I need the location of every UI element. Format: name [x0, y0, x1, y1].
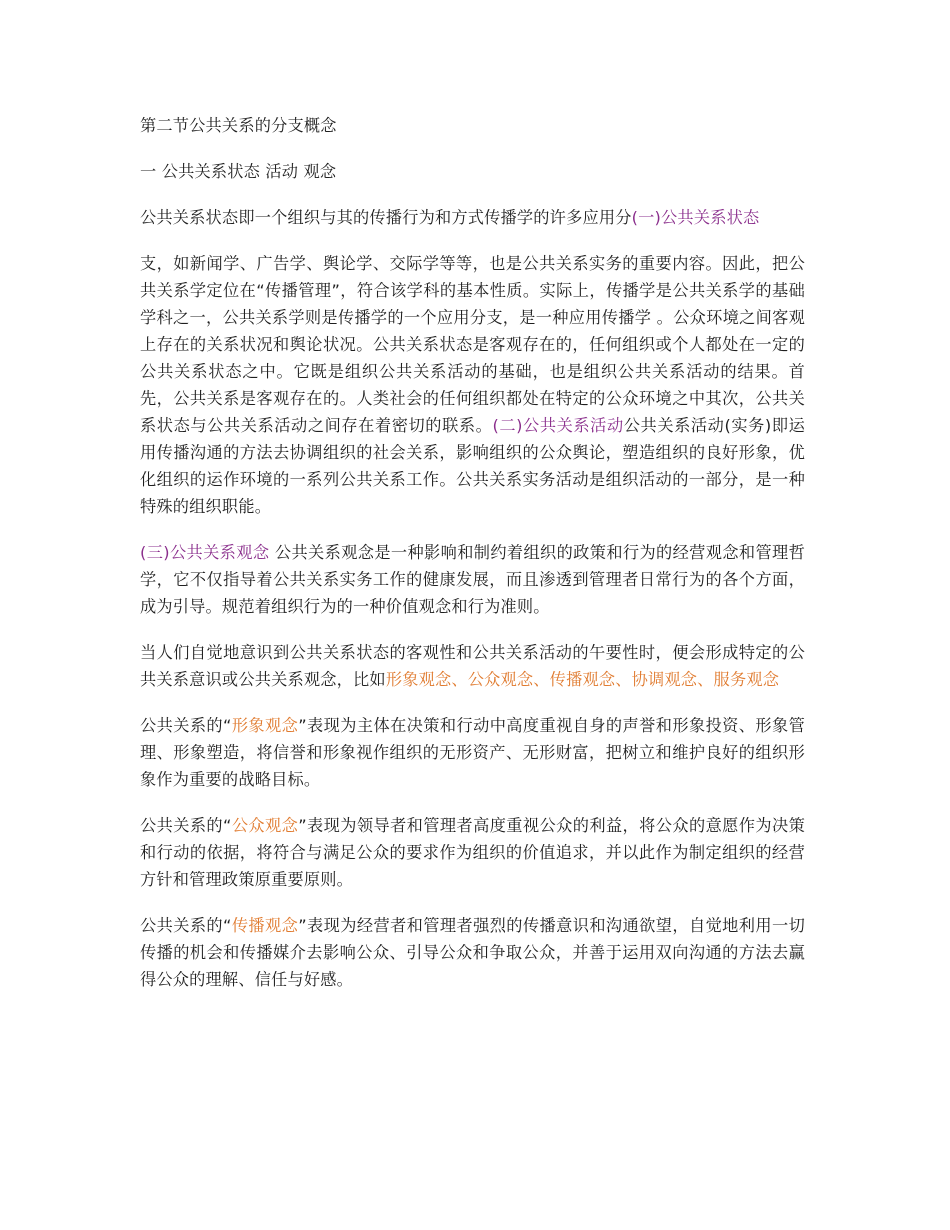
paragraph-text: 公共关系活动(实务)即运用传播沟通的方法去协调组织的社会关系，影响组织的公众舆论，塑造组织的良好形象，优化组织的运作环境的一系列公共关系工作。公共关系实务活动是组织活动的一部分，是一种特殊的组织职能。	[140, 416, 806, 516]
paragraph-text: 公共关系的“	[140, 716, 232, 735]
highlight-state: (一)公共关系状态	[631, 208, 760, 227]
paragraph-text: ”表现为领导者和管理者高度重视公众的利益，将公众的意愿作为决策和行动的依据，将符合与满足公众的要求作为组织的价值追求，并以此作为制定组织的经营方针和管理政策原重要原则。	[140, 816, 805, 889]
paragraph-activity	[140, 250, 805, 520]
subheading: 一 公共关系状态 活动 观念	[140, 162, 337, 181]
paragraph-state	[140, 204, 805, 231]
paragraph-text: 支，如新闻学、广告学、舆论学、交际学等等，也是公共关系实务的重要内容。因此，把公共关系学定位在“传播管理”，符合该学科的基本性质。实际上，传播学是公共关系学的基础学科之一，公共关系学则是传播学的一个应用分支，是一种应用传播学 。公众环境之间客观上存在的关系状况和舆论状况。公共关系状态是客观存在的，任何组织或个人都处在一定的公共关系状态之中。它既是组织公共关系活动的基础，也是组织公共关系活动的结果。首先，公共关系是客观存在的。人类社会的任何组织都处在特定的公众环境之中其次，公共关系状态与公共关系活动之间存在着密切的联系。	[140, 254, 805, 435]
paragraph-text: ”表现为主体在决策和行动中高度重视自身的声誉和形象投资、形象管理、形象塑造，将信誉和形象视作组织的无形资产、无形财富，把树立和维护良好的组织形象作为重要的战略目标。	[140, 716, 805, 789]
paragraph-concept	[140, 539, 805, 620]
highlight-concept: (三)公共关系观念	[140, 543, 270, 562]
highlight-activity: (二)公共关系活动	[492, 416, 624, 435]
paragraph-text: 公共关系状态即一个组织与其的传播行为和方式传播学的许多应用分	[140, 208, 632, 227]
paragraph-image-concept	[140, 712, 805, 793]
highlight-image-concept: 形象观念	[231, 716, 299, 735]
paragraph-public-concept	[140, 812, 805, 893]
highlight-public-concept: 公众观念	[231, 816, 299, 835]
paragraph-text: 当人们自觉地意识到公共关系状态的客观性和公共关系活动的午要性时，便会形成特定的公共关系意识或公共关系观念，比如	[140, 643, 805, 689]
paragraph-concept-list	[140, 639, 805, 693]
section-title: 第二节公共关系的分支概念	[140, 116, 337, 135]
paragraph-communication-concept	[140, 912, 805, 993]
highlight-communication-concept: 传播观念	[231, 916, 299, 935]
highlight-concept-list: 形象观念、公众观念、传播观念、协调观念、服务观念	[385, 670, 780, 689]
paragraph-text: 公共关系的“	[140, 916, 232, 935]
paragraph-text: ”表现为经营者和管理者强烈的传播意识和沟通欲望，自觉地利用一切传播的机会和传播媒介去影响公众、引导公众和争取公众，并善于运用双向沟通的方法去赢得公众的理解、信任与好感。	[140, 916, 805, 989]
document-page	[140, 112, 805, 1012]
paragraph-text: 公共关系观念是一种影响和制约着组织的政策和行为的经营观念和管理哲学，它不仅指导着公共关系实务工作的健康发展，而且渗透到管理者日常行为的各个方面，成为引导。规范着组织行为的一种价值观念和行为准则。	[140, 543, 805, 616]
paragraph-text: 公共关系的“	[140, 816, 232, 835]
